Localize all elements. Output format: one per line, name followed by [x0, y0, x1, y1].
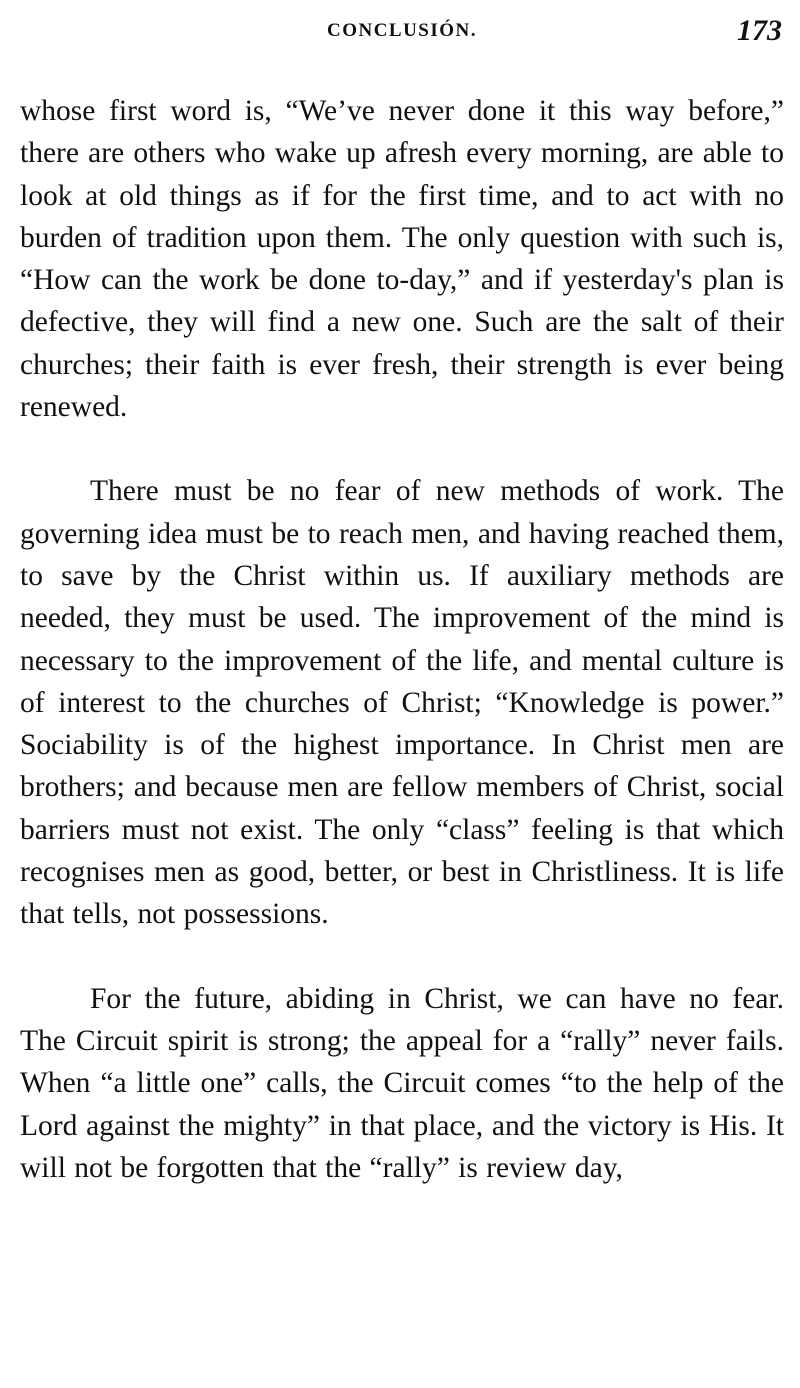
paragraph-3: For the future, abiding in Christ, we can have no fear. The Circuit spirit is strong; the appeal for a “rally” never fails. When “a little one” calls, the Circuit comes “to the help of the Lord against the mighty” in that place, and the victory is His. It will not be forgotten that the “rally” is review day, [20, 982, 784, 1184]
running-head [20, 14, 784, 50]
paragraph-1: whose first word is, “We’ve never done it this way before,” there are others who wake up afresh every morning, are able to look at old things as if for the first time, and to act with no burden of tradition upon them. The only question with such is, “How can the work be done to-day,” and if yesterday's plan is defective, they will find a new one. Such are the salt of their churches; their faith is ever fresh, their strength is ever being renewed. [20, 95, 784, 424]
body-text [20, 90, 784, 1189]
chapter-title: CONCLUSIÓN. [326, 20, 478, 41]
page-number: 173 [737, 14, 782, 47]
paragraph-2: There must be no fear of new methods of work. The governing idea must be to reach men, and having reached them, to save by the Christ within us. If auxiliary methods are needed, they must be used. The improvement of the mind is necessary to the improvement of the life, and mental culture is of interest to the churches of Christ; “Knowledge is power.” Sociability is of the highest importance. In Christ men are brothers; and because men are fellow members of Christ, social barriers must not exist. The only “class” feeling is that which recognises men as good, better, or best in Christliness. It is life that tells, not possessions. [20, 475, 784, 931]
